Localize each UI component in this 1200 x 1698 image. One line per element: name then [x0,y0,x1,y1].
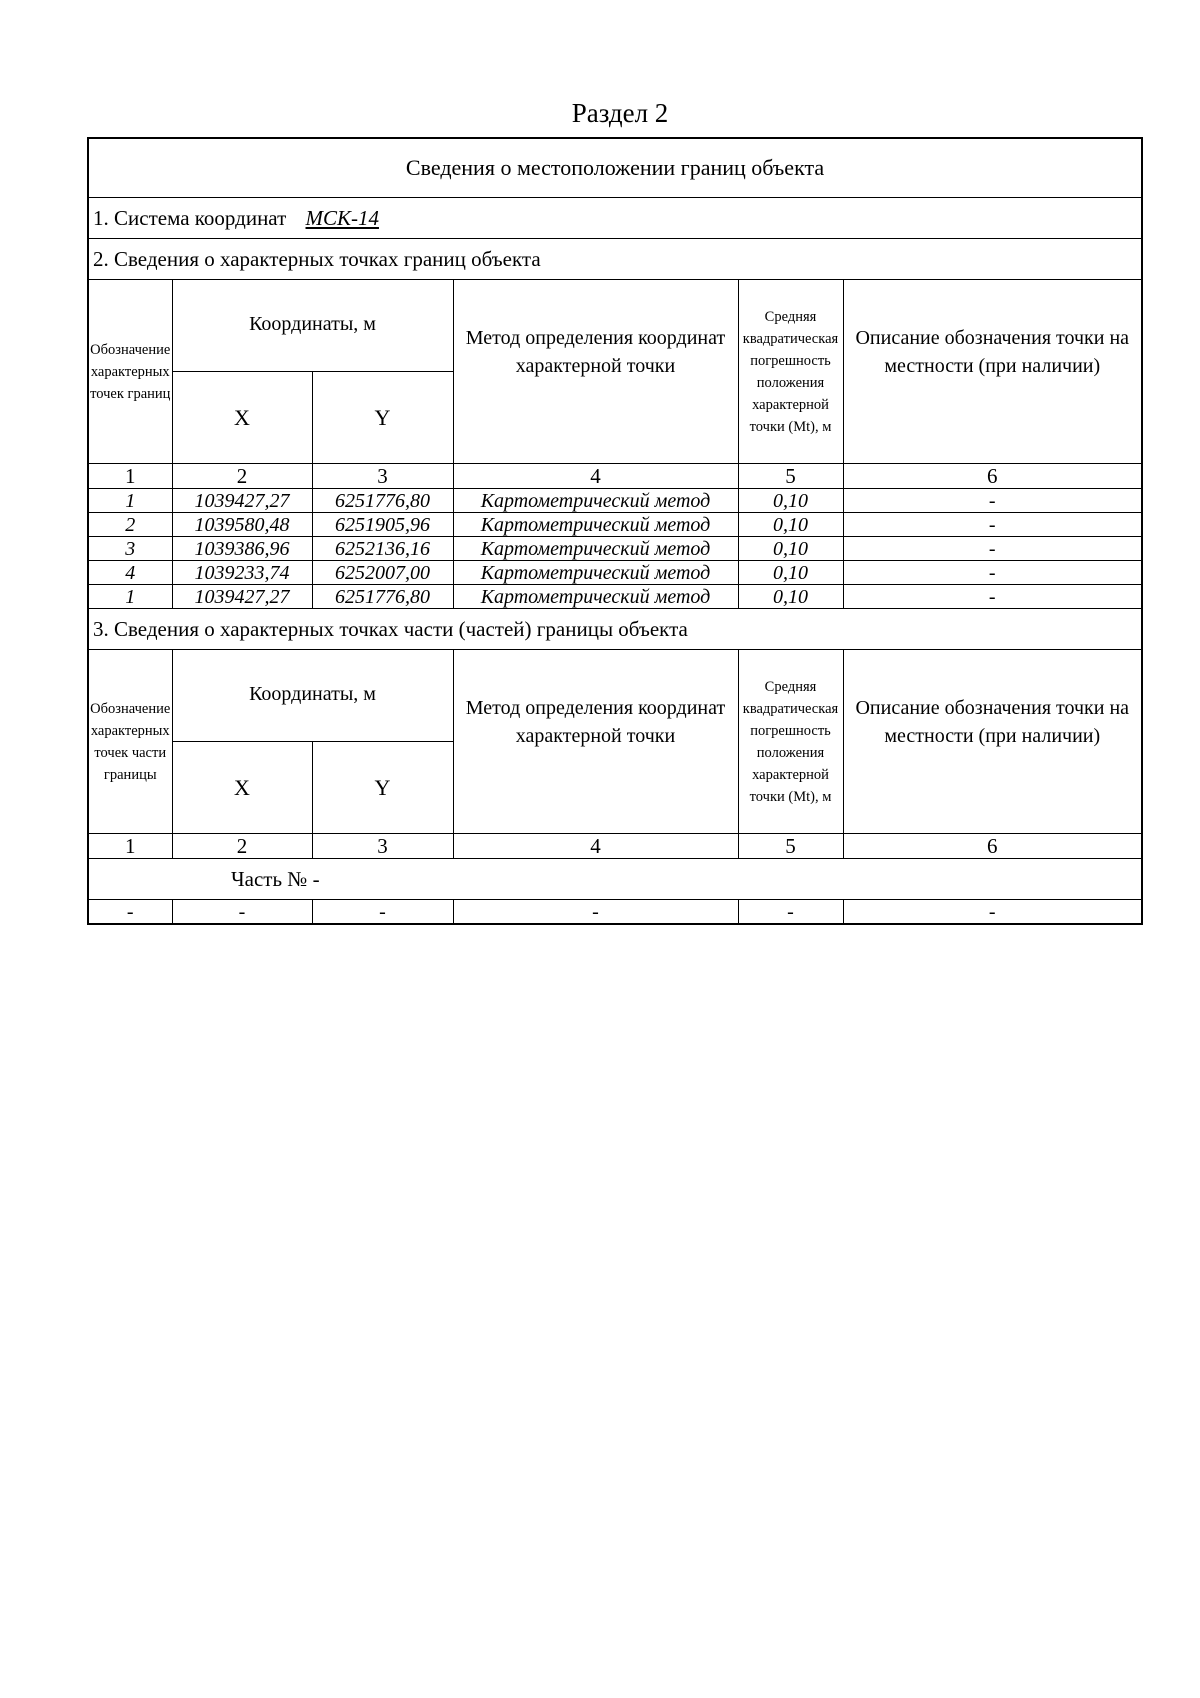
desc-cell: - [843,489,1142,513]
s3-header-x: X [172,742,312,834]
table-row [88,561,1142,585]
s2-header-point: Обозначение характерных точек границ [88,280,172,464]
s3-header-coords: Координаты, м [172,650,453,742]
x-cell: 1039580,48 [172,513,312,537]
col-number: 6 [843,834,1142,859]
x-cell: 1039427,27 [172,585,312,609]
s2-header-method: Метод определения координат характерной точки [453,280,738,464]
s3-header-description: Описание обозначения точки на местности (при наличии) [843,650,1142,834]
s2-header-mt: Средняя квадратическая погрешность положения характерной точки (Mt), м [738,280,843,464]
table-row [88,513,1142,537]
col-number: 5 [738,834,843,859]
method-cell: Картометрический метод [453,585,738,609]
y-cell: 6251776,80 [312,585,453,609]
mt-cell: 0,10 [738,537,843,561]
desc-cell: - [843,900,1142,925]
desc-cell: - [843,561,1142,585]
col-number: 6 [843,464,1142,489]
col-number: 2 [172,464,312,489]
method-cell: - [453,900,738,925]
y-cell: - [312,900,453,925]
x-cell: 1039233,74 [172,561,312,585]
mt-cell: - [738,900,843,925]
point-cell: 1 [88,489,172,513]
col-number: 5 [738,464,843,489]
s2-header-description: Описание обозначения точки на местности (при наличии) [843,280,1142,464]
table-title: Сведения о местоположении границ объекта [88,138,1142,198]
mt-cell: 0,10 [738,513,843,537]
coord-system-row [88,198,1142,239]
y-cell: 6252007,00 [312,561,453,585]
point-cell: - [88,900,172,925]
mt-cell: 0,10 [738,489,843,513]
col-number: 1 [88,464,172,489]
table-row [88,585,1142,609]
part-label-row [88,859,1142,900]
x-cell: 1039386,96 [172,537,312,561]
section3-title: 3. Сведения о характерных точках части (частей) границы объекта [88,609,1142,650]
x-cell: - [172,900,312,925]
method-cell: Картометрический метод [453,561,738,585]
s3-header-point: Обозначение характерных точек части границы [88,650,172,834]
table-row [88,489,1142,513]
col-number: 3 [312,464,453,489]
desc-cell: - [843,513,1142,537]
desc-cell: - [843,537,1142,561]
mt-cell: 0,10 [738,585,843,609]
point-cell: 4 [88,561,172,585]
s3-header-mt: Средняя квадратическая погрешность положения характерной точки (Mt), м [738,650,843,834]
part-label: Часть № - [231,866,320,891]
coord-system-value: МСК-14 [305,205,379,230]
table-row [88,537,1142,561]
boundary-table [87,137,1143,925]
point-cell: 2 [88,513,172,537]
s2-header-y: Y [312,372,453,464]
point-cell: 3 [88,537,172,561]
page-title: Раздел 2 [571,98,669,128]
x-cell: 1039427,27 [172,489,312,513]
y-cell: 6251905,96 [312,513,453,537]
desc-cell: - [843,585,1142,609]
method-cell: Картометрический метод [453,489,738,513]
s3-header-method: Метод определения координат характерной точки [453,650,738,834]
method-cell: Картометрический метод [453,537,738,561]
s2-column-numbers [88,464,1142,489]
coord-system-label: 1. Система координат [93,205,287,230]
s2-header-coords: Координаты, м [172,280,453,372]
s3-header-y: Y [312,742,453,834]
y-cell: 6251776,80 [312,489,453,513]
point-cell: 1 [88,585,172,609]
col-number: 1 [88,834,172,859]
y-cell: 6252136,16 [312,537,453,561]
table-row [88,900,1142,925]
col-number: 4 [453,464,738,489]
method-cell: Картометрический метод [453,513,738,537]
col-number: 2 [172,834,312,859]
s2-header-x: X [172,372,312,464]
col-number: 3 [312,834,453,859]
col-number: 4 [453,834,738,859]
mt-cell: 0,10 [738,561,843,585]
section2-title: 2. Сведения о характерных точках границ объекта [88,239,1142,280]
s3-column-numbers [88,834,1142,859]
